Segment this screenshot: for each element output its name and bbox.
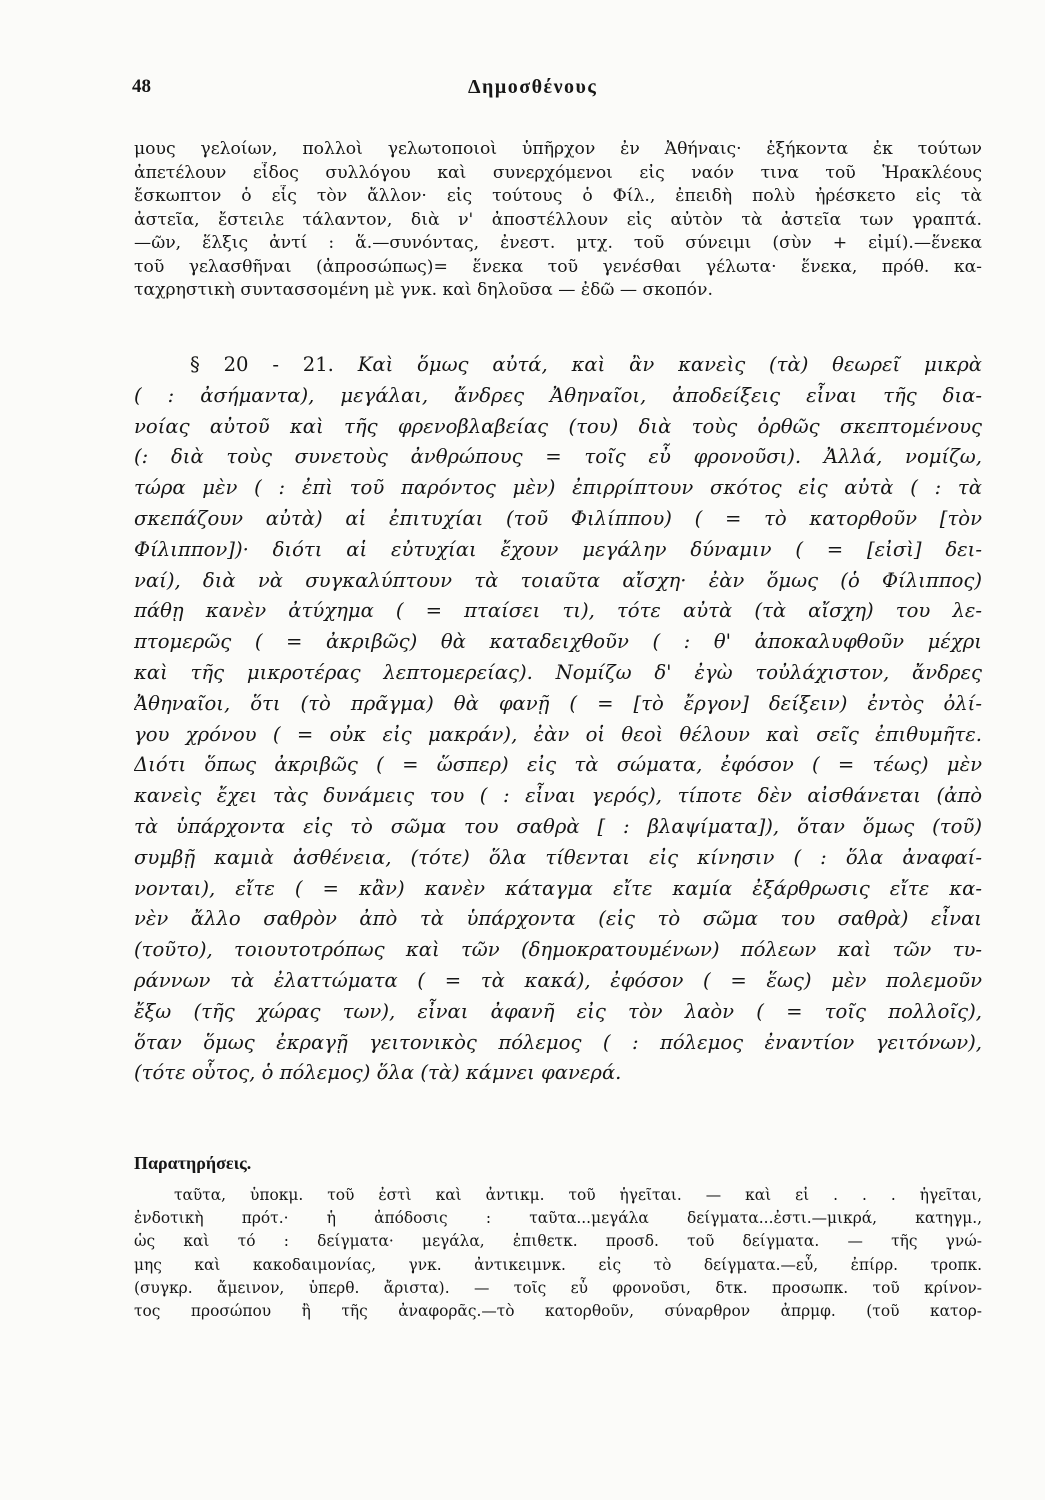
continued-note (134, 138, 982, 303)
commentary-line: καὶ τῆς μικροτέρας λεπτομερείας). Νομίζω δ' ἐγὼ τοὐλάχιστον, ἄνδρες (134, 660, 982, 684)
commentary-first-line (134, 350, 982, 381)
commentary-line: πάθῃ κανὲν ἀτύχημα ( = πταίσει τι), τότε αὐτὰ (τὰ αἴσχη) του λε- (134, 599, 982, 623)
commentary-line: σκεπάζουν αὐτὰ) αἱ ἐπιτυχίαι (τοῦ Φιλίππου) ( = τὸ κατορθοῦν [τὸν (134, 506, 982, 530)
note-line: ταχρηστικὴ συντασσομένη μὲ γνκ. καὶ δηλοῦσα — ἐδῶ — σκοπόν. (134, 280, 713, 300)
commentary-line: πτομερῶς ( = ἀκριβῶς) θὰ καταδειχθοῦν ( : θ' ἀποκαλυφθοῦν μέχρι (134, 630, 982, 654)
commentary-line: ναί), διὰ νὰ συγκαλύπτουν τὰ τοιαῦτα αἴσχη· ἐὰν ὅμως (ὁ Φίλιππος) (134, 568, 982, 592)
commentary-line: ὅταν ὅμως ἐκραγῇ γειτονικὸς πόλεμος ( : πόλεμος ἐναντίον γειτόνων), (134, 1030, 982, 1054)
commentary-line: νονται), εἴτε ( = κἂν) κανὲν κάταγμα εἴτε καμία ἐξάρθρωσις εἴτε κα- (134, 876, 982, 900)
commentary-line: Διότι ὅπως ἀκριβῶς ( = ὥσπερ) εἰς τὰ σώματα, ἐφόσον ( = τέως) μὲν (134, 753, 982, 777)
commentary-line: συμβῇ καμιὰ ἀσθένεια, (τότε) ὅλα τίθενται εἰς κίνησιν ( : ὅλα ἀναφαί- (134, 845, 982, 869)
commentary-line: τὰ ὑπάρχοντα εἰς τὸ σῶμα του σαθρὰ [ : βλαψίματα]), ὅταν ὅμως (τοῦ) (134, 814, 982, 838)
commentary-line: γου χρόνου ( = οὐκ εἰς μακράν), ἐὰν οἱ θεοὶ θέλουν καὶ σεῖς ἐπιθυμῆτε. (134, 722, 982, 746)
remark-line: μης καὶ κακοδαιμονίας, γνκ. ἀντικειμνκ. εἰς τὸ δείγματα.—εὖ, ἐπίρρ. τροπκ. (134, 1255, 982, 1274)
remark-line: ὡς καὶ τό : δείγματα· μεγάλα, ἐπιθετκ. προσδ. τοῦ δείγματα. — τῆς γνώ- (134, 1232, 982, 1251)
note-line: ἀπετέλουν εἶδος συλλόγου καὶ συνερχόμενοι εἰς ναόν τινα τοῦ Ἡρακλέους (134, 162, 982, 183)
section-commentary (134, 350, 982, 1089)
commentary-line: ( : ἀσήμαντα), μεγάλαι, ἄνδρες Ἀθηναῖοι, ἀποδείξεις εἶναι τῆς δια- (134, 383, 982, 407)
commentary-line: νοίας αὐτοῦ καὶ τῆς φρενοβλαβείας (του) διὰ τοὺς ὀρθῶς σκεπτομένους (134, 414, 982, 438)
running-head: Δημοσθένους (468, 76, 598, 98)
remark-line: ταῦτα, ὑποκμ. τοῦ ἐστὶ καὶ ἀντικμ. τοῦ ἡγεῖται. — καὶ εἰ . . . ἡγεῖται, (174, 1186, 982, 1204)
remark-line: τος προσώπου ἢ τῆς ἀναφορᾶς.—τὸ κατορθοῦν, σύναρθρον ἀπρμφ. (τοῦ κατορ- (134, 1302, 982, 1321)
commentary-line: (τοῦτο), τοιουτοτρόπως καὶ τῶν (δημοκρατουμένων) πόλεων καὶ τῶν τυ- (134, 938, 982, 962)
commentary-line: τώρα μὲν ( : ἐπὶ τοῦ παρόντος μὲν) ἐπιρρίπτουν σκότος εἰς αὐτὰ ( : τὰ (134, 476, 982, 500)
commentary-line: (τότε οὗτος, ὁ πόλεμος) ὅλα (τὰ) κάμνει φανερά. (134, 1061, 622, 1085)
remark-line: (συγκρ. ἄμεινον, ὑπερθ. ἄριστα). — τοῖς εὖ φρονοῦσι, δτκ. προσωπκ. τοῦ κρίνον- (134, 1278, 982, 1297)
commentary-line: Φίλιππον])· διότι αἱ εὐτυχίαι ἔχουν μεγάλην δύναμιν ( = [εἰσὶ] δει- (134, 537, 982, 561)
commentary-line: νὲν ἄλλο σαθρὸν ἀπὸ τὰ ὑπάρχοντα (εἰς τὸ σῶμα του σαθρὰ) εἶναι (134, 907, 982, 931)
remarks-heading: Παρατηρήσεις. (134, 1153, 252, 1173)
commentary-line: ράννων τὰ ἐλαττώματα ( = τὰ κακά), ἐφόσον ( = ἕως) μὲν πολεμοῦν (134, 968, 982, 992)
commentary-line: (: διὰ τοὺς συνετοὺς ἀνθρώπους = τοῖς εὖ φρονοῦσι). Ἀλλά, νομίζω, (134, 445, 982, 469)
note-line: τοῦ γελασθῆναι (ἀπροσώπως)= ἕνεκα τοῦ γενέσθαι γέλωτα· ἕνεκα, πρόθ. κα- (134, 256, 982, 277)
remark-line: ἐνδοτικὴ πρότ.· ἡ ἀπόδοσις : ταῦτα...μεγάλα δείγματα...ἐστι.—μικρά, κατηγμ., (134, 1209, 982, 1228)
note-line: —ῶν, ἕλξις ἀντί : ἅ.—συνόντας, ἐνεστ. μτχ. τοῦ σύνειμι (σὺν + εἰμί).—ἕνεκα (134, 233, 982, 253)
note-line: μους γελοίων, πολλοὶ γελωτοποιοὶ ὑπῆρχον ἐν Ἀθήναις· ἑξήκοντα ἐκ τούτων (134, 139, 982, 159)
note-line: ἀστεῖα, ἔστειλε τάλαντον, διὰ ν' ἀποστέλλουν εἰς αὐτὸν τὰ ἀστεῖα των γραπτά. (134, 209, 982, 230)
remarks-text (134, 1184, 982, 1323)
commentary-line: ἔξω (τῆς χώρας των), εἶναι ἀφανῆ εἰς τὸν λαὸν ( = τοῖς πολλοῖς), (134, 999, 982, 1023)
section-reference: § 20 - 21. (190, 353, 334, 376)
commentary-line: κανεὶς ἔχει τὰς δυνάμεις του ( : εἶναι γερός), τίποτε δὲν αἰσθάνεται (ἀπὸ (134, 784, 982, 808)
commentary-line-text: Καὶ ὅμως αὐτά, καὶ ἂν κανεὶς (τὰ) θεωρεῖ μικρὰ (357, 353, 982, 376)
note-line: ἔσκωπτον ὁ εἷς τὸν ἄλλον· εἰς τούτους ὁ Φίλ., ἐπειδὴ πολὺ ἠρέσκετο εἰς τὰ (134, 186, 982, 206)
commentary-line: Ἀθηναῖοι, ὅτι (τὸ πρᾶγμα) θὰ φανῇ ( = [τὸ ἔργον] δείξειν) ἐντὸς ὀλί- (134, 691, 982, 715)
page-number: 48 (132, 76, 151, 97)
